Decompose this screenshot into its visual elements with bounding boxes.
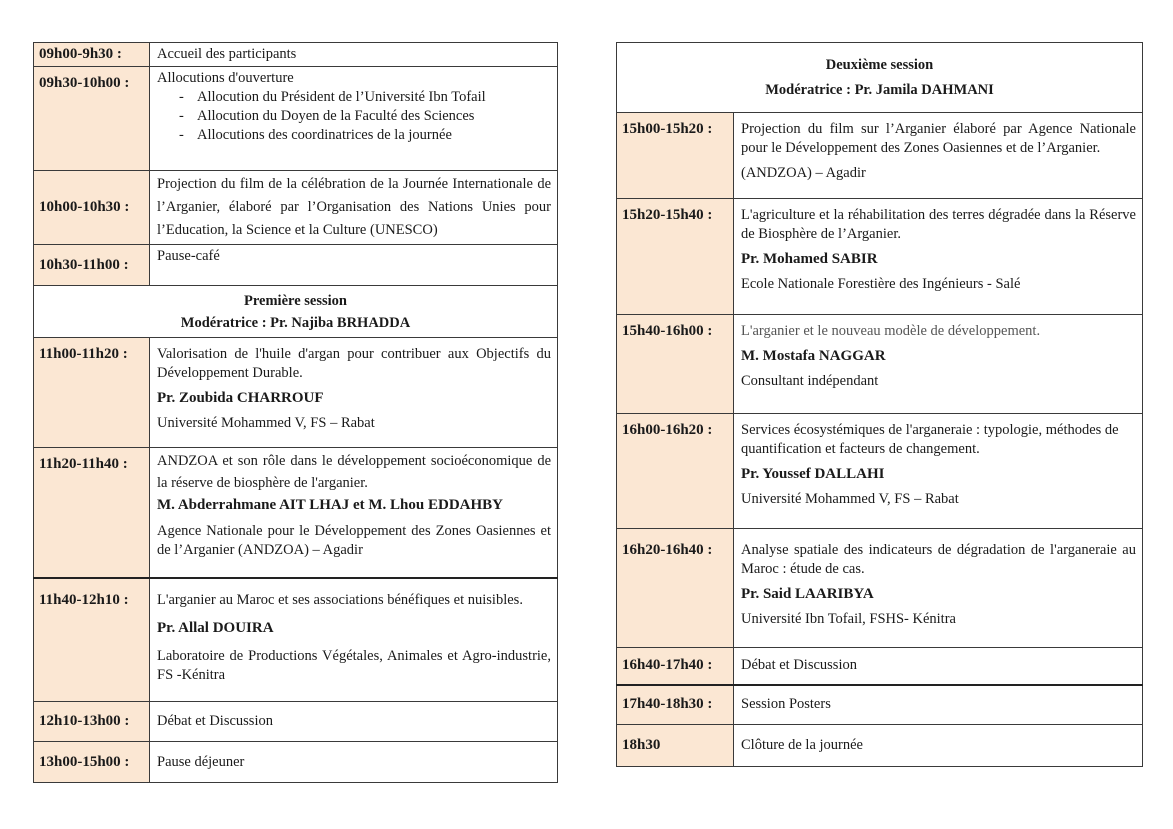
talk-row bbox=[617, 315, 1143, 414]
time-slot: 18h30 bbox=[617, 725, 734, 767]
time-slot: 11h20-11h40 : bbox=[34, 448, 150, 578]
activity: Pause-café bbox=[150, 245, 558, 286]
time-slot: 16h20-16h40 : bbox=[617, 529, 734, 648]
time-slot: 17h40-18h30 : bbox=[617, 685, 734, 725]
affiliation: Agence Nationale pour le Développement des Zones Oasiennes et de l’Arganier (ANDZOA) – Agadir bbox=[157, 523, 551, 558]
session-header-cell bbox=[617, 43, 1143, 113]
speaker: Pr. Mohamed SABIR bbox=[741, 251, 878, 267]
schedule-row bbox=[34, 245, 558, 286]
time-slot: 11h00-11h20 : bbox=[34, 338, 150, 448]
talk-row bbox=[617, 199, 1143, 315]
schedule-row bbox=[617, 725, 1143, 767]
affiliation: (ANDZOA) – Agadir bbox=[741, 165, 866, 181]
talk-title: Projection du film sur l’Arganier élaboré par Agence Nationale pour le Développement des Zones Oasiennes et de l’Arganier. bbox=[741, 121, 1136, 156]
schedule-row bbox=[34, 702, 558, 742]
affiliation: Ecole Nationale Forestière des Ingénieurs - Salé bbox=[741, 276, 1021, 292]
schedule-row bbox=[617, 648, 1143, 685]
time-slot: 15h40-16h00 : bbox=[617, 315, 734, 414]
activity-title: Allocutions d'ouverture bbox=[157, 70, 294, 86]
talk-row bbox=[617, 529, 1143, 648]
time-slot: 10h30-11h00 : bbox=[34, 245, 150, 286]
time-slot: 15h20-15h40 : bbox=[617, 199, 734, 315]
activity: Débat et Discussion bbox=[150, 702, 558, 742]
session-title: Deuxième session bbox=[825, 57, 934, 73]
speaker: Pr. Zoubida CHARROUF bbox=[157, 390, 324, 406]
speaker: M. Mostafa NAGGAR bbox=[741, 348, 886, 364]
schedule-row bbox=[34, 43, 558, 67]
schedule-row bbox=[34, 742, 558, 783]
schedule-row bbox=[34, 67, 558, 171]
activity: Session Posters bbox=[734, 685, 1143, 725]
session-title: Première session bbox=[244, 293, 347, 309]
talk bbox=[734, 113, 1143, 199]
time-slot: 16h40-17h40 : bbox=[617, 648, 734, 685]
talk bbox=[734, 529, 1143, 648]
list-item: - Allocution du Doyen de la Faculté des Sciences bbox=[179, 107, 551, 126]
affiliation: Université Ibn Tofail, FSHS- Kénitra bbox=[741, 611, 956, 627]
talk-title: Valorisation de l'huile d'argan pour contribuer aux Objectifs du Développement Durable. bbox=[157, 346, 551, 381]
speaker: Pr. Youssef DALLAHI bbox=[741, 466, 885, 482]
time-slot: 09h00-9h30 : bbox=[34, 43, 150, 67]
talk-row bbox=[34, 448, 558, 578]
time-slot: 11h40-12h10 : bbox=[34, 578, 150, 702]
session-header bbox=[34, 286, 558, 338]
session-header-cell bbox=[34, 286, 558, 338]
talk-row bbox=[34, 338, 558, 448]
time-slot: 09h30-10h00 : bbox=[34, 67, 150, 171]
list-item: - Allocutions des coordinatrices de la journée bbox=[179, 126, 551, 145]
talk bbox=[150, 448, 558, 578]
session-header bbox=[617, 43, 1143, 113]
talk bbox=[734, 199, 1143, 315]
talk-title: L'agriculture et la réhabilitation des terres dégradée dans la Réserve de Biosphère de l’Arganier. bbox=[741, 207, 1136, 242]
activity bbox=[150, 67, 558, 171]
activity: Projection du film de la célébration de la Journée Internationale de l’Arganier, élaboré par l’Organisation des Nations Unies pour l’Education, la Science et la Culture (UNESCO) bbox=[150, 171, 558, 245]
affiliation: Laboratoire de Productions Végétales, Animales et Agro-industrie, FS -Kénitra bbox=[157, 647, 551, 683]
speaker: Pr. Allal DOUIRA bbox=[157, 619, 274, 636]
talk-title: L'arganier et le nouveau modèle de développement. bbox=[741, 323, 1041, 339]
activity: Clôture de la journée bbox=[734, 725, 1143, 767]
program-table-morning bbox=[33, 42, 558, 783]
activity: Débat et Discussion bbox=[734, 648, 1143, 685]
schedule-row bbox=[617, 685, 1143, 725]
time-slot: 12h10-13h00 : bbox=[34, 702, 150, 742]
affiliation: Consultant indépendant bbox=[741, 373, 879, 389]
time-slot: 15h00-15h20 : bbox=[617, 113, 734, 199]
activity: Accueil des participants bbox=[150, 43, 558, 67]
activity: Pause déjeuner bbox=[150, 742, 558, 783]
talk bbox=[150, 338, 558, 448]
speaker: Pr. Said LAARIBYA bbox=[741, 586, 874, 602]
time-slot: 10h00-10h30 : bbox=[34, 171, 150, 245]
talk bbox=[150, 578, 558, 702]
talk-row bbox=[617, 414, 1143, 529]
talk bbox=[734, 414, 1143, 529]
talk-row bbox=[34, 578, 558, 702]
talk-title: L'arganier au Maroc et ses associations bénéfiques et nuisibles. bbox=[157, 591, 523, 608]
affiliation: Université Mohammed V, FS – Rabat bbox=[157, 415, 375, 431]
talk-title: ANDZOA et son rôle dans le développement socioéconomique de la réserve de biosphère de l'arganier. bbox=[157, 453, 551, 491]
moderator: Modératrice : Pr. Najiba BRHADDA bbox=[180, 315, 411, 331]
talk bbox=[734, 315, 1143, 414]
talk-title: Analyse spatiale des indicateurs de dégradation de l'arganeraie au Maroc : étude de cas. bbox=[741, 542, 1136, 577]
time-slot: 16h00-16h20 : bbox=[617, 414, 734, 529]
affiliation: Université Mohammed V, FS – Rabat bbox=[741, 491, 959, 507]
speech-list bbox=[157, 88, 551, 145]
moderator: Modératrice : Pr. Jamila DAHMANI bbox=[765, 82, 994, 98]
talk-title: Services écosystémiques de l'arganeraie : typologie, méthodes de quantification et facteurs de changement. bbox=[741, 422, 1119, 457]
speaker: M. Abderrahmane AIT LHAJ et M. Lhou EDDAHBY bbox=[157, 497, 503, 513]
list-item: - Allocution du Président de l’Université Ibn Tofail bbox=[179, 88, 551, 107]
talk-row bbox=[617, 113, 1143, 199]
program-table-afternoon bbox=[616, 42, 1143, 767]
schedule-row bbox=[34, 171, 558, 245]
time-slot: 13h00-15h00 : bbox=[34, 742, 150, 783]
